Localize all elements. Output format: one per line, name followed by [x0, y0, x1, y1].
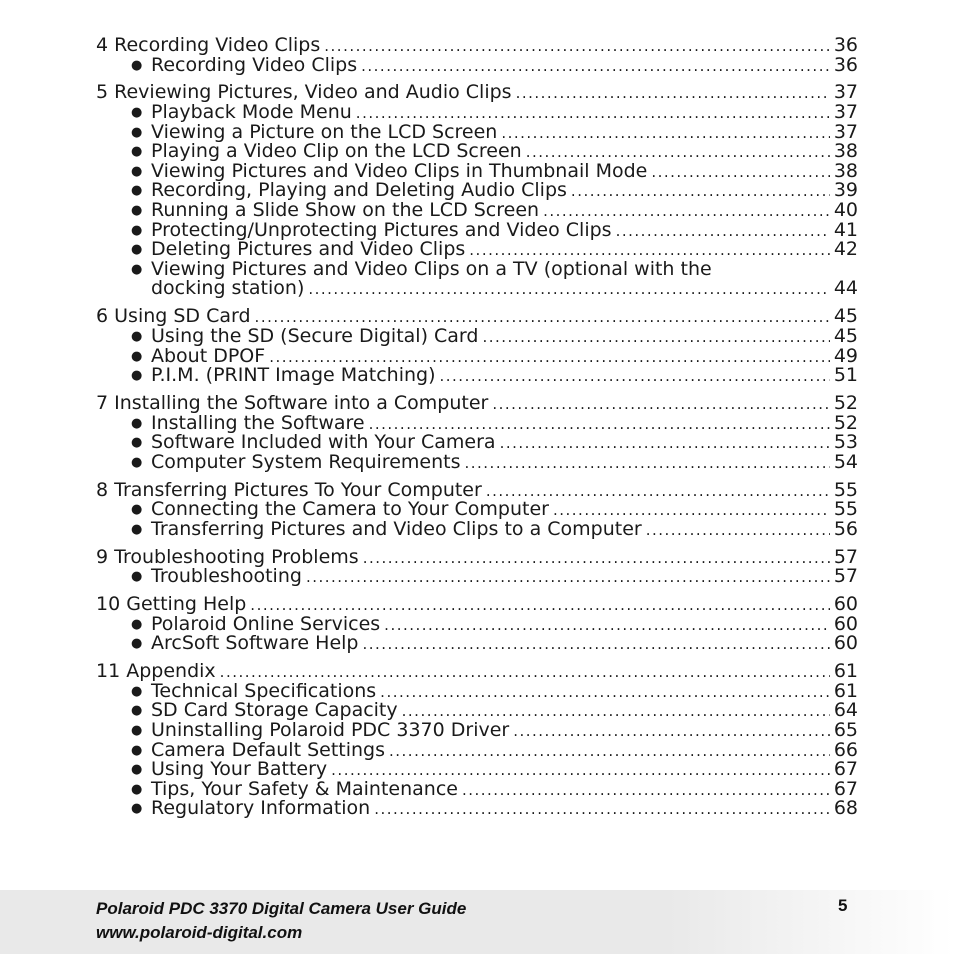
dot-leader — [308, 280, 829, 300]
toc-item-entry[interactable] — [96, 257, 858, 280]
chapter-title: Transferring Pictures To Your Computer — [114, 478, 482, 501]
item-title: Regulatory Information — [151, 797, 371, 820]
dot-leader — [362, 635, 829, 655]
chapter-number: 8 — [96, 478, 109, 501]
item-title: Troubleshooting — [151, 565, 302, 588]
dot-leader — [361, 57, 830, 77]
dot-leader — [516, 84, 830, 104]
item-title: Running a Slide Show on the LCD Screen — [151, 199, 540, 222]
toc-item-entry[interactable] — [96, 366, 858, 386]
chapter-title: Troubleshooting Problems — [114, 545, 359, 568]
page-ref: 56 — [833, 517, 858, 540]
dot-leader — [374, 800, 830, 820]
bullet-icon: ● — [131, 57, 143, 73]
page-ref: 61 — [833, 660, 858, 683]
page-ref: 54 — [833, 450, 858, 473]
page-ref: 52 — [833, 391, 858, 414]
item-title: Polaroid Online Services — [151, 612, 381, 635]
chapter-heading — [96, 595, 246, 615]
dot-leader — [380, 683, 830, 703]
page-ref: 40 — [833, 199, 858, 222]
page-ref: 60 — [833, 632, 858, 655]
bullet-icon: ● — [131, 569, 143, 585]
page-ref: 44 — [833, 277, 858, 300]
footer-title: Polaroid PDC 3370 Digital Camera User Guide — [96, 899, 467, 918]
item-title-continuation: docking station) — [151, 277, 305, 300]
toc-chapter-entry[interactable] — [96, 36, 858, 56]
bullet-icon: ● — [131, 742, 143, 758]
bullet-icon: ● — [131, 703, 143, 719]
page-ref: 41 — [833, 218, 858, 241]
dot-leader — [462, 781, 830, 801]
toc-item-entry[interactable] — [96, 799, 858, 819]
dot-leader — [571, 182, 830, 202]
bullet-icon: ● — [131, 762, 143, 778]
toc-section — [96, 307, 858, 385]
toc-item-entry[interactable] — [96, 517, 858, 540]
dot-leader — [363, 549, 830, 569]
bullet-icon: ● — [131, 781, 143, 797]
item-title: Using the SD (Secure Digital) Card — [151, 324, 479, 347]
page-ref: 55 — [833, 498, 858, 521]
chapter-number: 11 — [96, 660, 121, 683]
bullet-icon: ● — [131, 105, 143, 121]
page-ref: 39 — [833, 179, 858, 202]
dot-leader — [440, 367, 830, 387]
dot-leader — [616, 222, 830, 242]
page-ref: 57 — [833, 545, 858, 568]
page-ref: 37 — [833, 81, 858, 104]
item-title: Computer System Requirements — [151, 450, 461, 473]
dot-leader — [464, 454, 829, 474]
bullet-icon: ● — [131, 683, 143, 699]
page-ref: 45 — [833, 305, 858, 328]
toc-item-entry[interactable] — [96, 721, 858, 741]
toc-item-entry[interactable] — [96, 324, 858, 347]
chapter-number: 6 — [96, 305, 109, 328]
bullet-icon: ● — [131, 415, 143, 431]
chapter-number: 4 — [96, 34, 109, 56]
page-ref: 67 — [833, 758, 858, 781]
page-ref: 60 — [833, 593, 858, 616]
page-ref: 64 — [833, 699, 858, 722]
item-title: Installing the Software — [151, 411, 365, 434]
page-ref: 66 — [833, 738, 858, 761]
page-footer — [0, 890, 954, 954]
toc-section — [96, 36, 858, 75]
bullet-icon: ● — [131, 454, 143, 470]
item-title: SD Card Storage Capacity — [151, 699, 398, 722]
toc-item-entry[interactable] — [96, 450, 858, 473]
chapter-heading — [96, 36, 320, 56]
bullet-icon: ● — [131, 144, 143, 160]
bullet-icon: ● — [131, 521, 143, 537]
bullet-icon: ● — [131, 328, 143, 344]
toc-item-entry[interactable] — [96, 142, 858, 162]
dot-leader — [482, 328, 829, 348]
toc-section — [96, 545, 858, 588]
page-ref: 65 — [833, 719, 858, 742]
footer-url[interactable]: www.polaroid-digital.com — [96, 923, 303, 942]
item-title: Viewing Pictures and Video Clips in Thumbnail Mode — [151, 159, 648, 182]
bullet-icon: ● — [131, 124, 143, 140]
toc-section — [96, 83, 858, 299]
toc-chapter-entry[interactable] — [96, 595, 858, 615]
item-title: Viewing Pictures and Video Clips on a TV (optional with the — [151, 257, 712, 280]
page-number: 5 — [838, 896, 848, 915]
chapter-title: Using SD Card — [114, 305, 251, 328]
item-title: Deleting Pictures and Video Clips — [151, 238, 466, 261]
item-title: Technical Specifications — [151, 679, 377, 702]
chapter-number: 5 — [96, 81, 109, 104]
page-ref: 36 — [833, 53, 858, 76]
item-title: Transferring Pictures and Video Clips to a Computer — [151, 517, 642, 540]
dot-leader — [324, 37, 830, 57]
dot-leader — [384, 616, 830, 636]
page-ref: 55 — [833, 478, 858, 501]
chapter-number: 10 — [96, 593, 121, 616]
bullet-icon: ● — [131, 636, 143, 652]
bullet-icon: ● — [131, 368, 143, 384]
bullet-icon: ● — [131, 616, 143, 632]
toc-item-entry[interactable] — [96, 634, 858, 654]
toc-item-entry[interactable] — [96, 53, 858, 76]
toc-item-continuation[interactable] — [96, 279, 858, 299]
bullet-icon: ● — [131, 723, 143, 739]
toc-chapter-entry[interactable] — [96, 307, 858, 327]
item-title: Recording Video Clips — [151, 53, 358, 76]
chapter-title: Recording Video Clips — [114, 34, 321, 56]
dot-leader — [513, 722, 830, 742]
page-ref: 67 — [833, 777, 858, 800]
dot-leader — [501, 124, 829, 144]
bullet-icon: ● — [131, 183, 143, 199]
toc-item-entry[interactable] — [96, 567, 858, 587]
item-title: Software Included with Your Camera — [151, 431, 496, 454]
page-ref: 49 — [833, 344, 858, 367]
page-ref: 38 — [833, 140, 858, 163]
bullet-icon: ● — [131, 502, 143, 518]
item-title: Camera Default Settings — [151, 738, 385, 761]
toc-section — [96, 595, 858, 654]
dot-leader — [306, 568, 830, 588]
bullet-icon: ● — [131, 348, 143, 364]
toc-item-entry[interactable] — [96, 240, 858, 260]
toc-item-entry[interactable] — [96, 760, 858, 780]
item-title: Connecting the Camera to Your Computer — [151, 498, 549, 521]
chapter-title: Installing the Software into a Computer — [114, 391, 489, 414]
bullet-icon: ● — [131, 203, 143, 219]
page-ref: 53 — [833, 431, 858, 454]
toc-item-entry[interactable] — [96, 201, 858, 221]
item-title: ArcSoft Software Help — [151, 632, 359, 655]
page-ref: 52 — [833, 411, 858, 434]
page-ref: 51 — [833, 364, 858, 387]
page-ref: 37 — [833, 101, 858, 124]
chapter-heading — [96, 307, 251, 327]
toc-section — [96, 662, 858, 819]
bullet-icon: ● — [131, 435, 143, 451]
item-title: Using Your Battery — [151, 758, 328, 781]
page-ref: 57 — [833, 565, 858, 588]
dot-leader — [389, 742, 830, 762]
item-title: Playback Mode Menu — [151, 101, 352, 124]
toc-item-entry[interactable] — [96, 433, 858, 453]
table-of-contents — [96, 36, 858, 827]
chapter-heading — [96, 391, 489, 414]
bullet-icon: ● — [131, 163, 143, 179]
page-ref: 42 — [833, 238, 858, 261]
item-title: Viewing a Picture on the LCD Screen — [151, 120, 498, 143]
chapter-heading — [96, 662, 216, 682]
toc-chapter-entry[interactable] — [96, 391, 858, 414]
page-ref: 36 — [833, 34, 858, 56]
chapter-number: 9 — [96, 545, 109, 568]
toc-chapter-entry[interactable] — [96, 662, 858, 682]
toc-item-entry[interactable] — [96, 500, 858, 520]
page-ref: 38 — [833, 159, 858, 182]
item-title: Recording, Playing and Deleting Audio Clips — [151, 179, 567, 202]
item-title: Tips, Your Safety & Maintenance — [151, 777, 458, 800]
item-title: P.I.M. (PRINT Image Matching) — [151, 364, 436, 387]
toc-section — [96, 391, 858, 473]
chapter-title: Reviewing Pictures, Video and Audio Clips — [114, 81, 512, 104]
bullet-icon: ● — [131, 242, 143, 258]
bullet-icon: ● — [131, 261, 143, 277]
chapter-title: Getting Help — [126, 593, 247, 616]
page-ref: 60 — [833, 612, 858, 635]
item-title: Protecting/Unprotecting Pictures and Video Clips — [151, 218, 612, 241]
page-ref: 61 — [833, 679, 858, 702]
chapter-number: 7 — [96, 391, 109, 414]
dot-leader — [492, 395, 829, 415]
toc-item-entry[interactable] — [96, 103, 858, 123]
dot-leader — [500, 434, 830, 454]
bullet-icon: ● — [131, 222, 143, 238]
dot-leader — [646, 521, 830, 541]
toc-section — [96, 478, 858, 540]
item-title: Uninstalling Polaroid PDC 3370 Driver — [151, 719, 510, 742]
item-title: About DPOF — [151, 344, 266, 367]
item-title: Playing a Video Clip on the LCD Screen — [151, 140, 522, 163]
dot-leader — [651, 163, 829, 183]
chapter-title: Appendix — [126, 660, 216, 683]
page-ref: 37 — [833, 120, 858, 143]
page-ref: 45 — [833, 324, 858, 347]
page-ref: 68 — [833, 797, 858, 820]
bullet-icon: ● — [131, 801, 143, 817]
